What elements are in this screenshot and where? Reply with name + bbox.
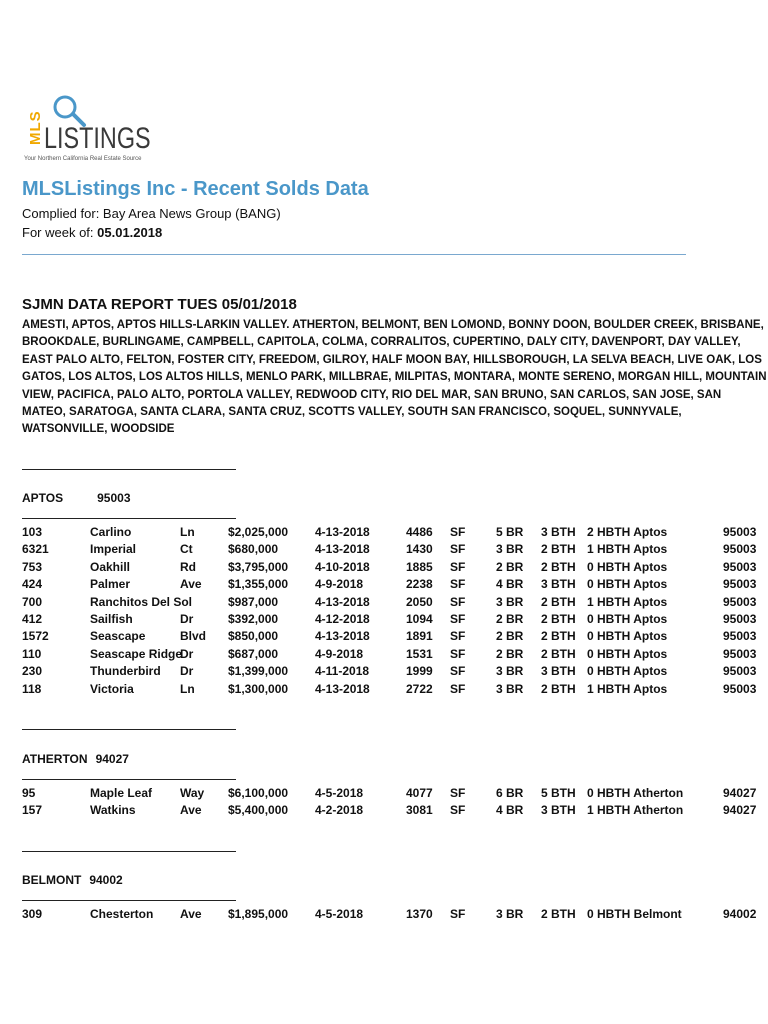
section-heading (22, 752, 129, 766)
bedrooms: 4 BR (496, 577, 524, 592)
property-type: SF (450, 646, 466, 661)
sale-date: 4-5-2018 (315, 786, 364, 800)
street-number: 424 (22, 577, 43, 592)
street-type: Ave (180, 577, 202, 592)
table-row (0, 907, 768, 924)
sale-price: $850,000 (228, 629, 279, 644)
zip-code: 95003 (723, 594, 757, 609)
zip-code: 95003 (723, 629, 757, 644)
bedrooms: 3 BR (496, 542, 524, 557)
square-feet: 2238 (406, 577, 433, 592)
street-number: 309 (22, 907, 43, 921)
bathrooms: 3 BTH (541, 577, 576, 592)
sale-date: 4-11-2018 (315, 664, 370, 679)
bathrooms: 2 BTH (541, 612, 576, 626)
zip-code: 94027 (723, 786, 757, 800)
half-baths-city: 2 HBTH Aptos (587, 525, 668, 539)
half-baths-city: 0 HBTH Aptos (587, 664, 668, 679)
sale-price: $1,300,000 (228, 681, 289, 696)
section-separator (22, 851, 236, 852)
street-number: 700 (22, 594, 43, 609)
street-type: Rd (180, 559, 196, 574)
street-number: 6321 (22, 542, 49, 557)
street-number: 753 (22, 559, 43, 574)
zip-code: 95003 (723, 542, 757, 557)
bedrooms: 3 BR (496, 594, 524, 609)
section-separator (22, 729, 236, 730)
half-baths-city: 0 HBTH Aptos (587, 629, 668, 644)
sale-date: 4-2-2018 (315, 803, 364, 818)
square-feet: 2050 (406, 594, 433, 609)
street-type: Ln (180, 525, 195, 539)
street-name: Watkins (90, 803, 136, 818)
bedrooms: 3 BR (496, 907, 524, 921)
table-row (0, 803, 768, 820)
table-row (0, 682, 768, 699)
half-baths-city: 0 HBTH Aptos (587, 612, 668, 626)
section-city: ATHERTON (22, 752, 88, 766)
sale-price: $3,795,000 (228, 559, 289, 574)
section-city: APTOS (22, 491, 64, 505)
page-title: MLSListings Inc - Recent Solds Data (22, 178, 369, 200)
sale-price: $1,895,000 (228, 907, 289, 921)
square-feet: 1430 (406, 542, 433, 557)
half-baths-city: 1 HBTH Aptos (587, 681, 668, 696)
street-name: Oakhill (90, 559, 131, 574)
zip-code: 95003 (723, 612, 757, 626)
zip-code: 94002 (723, 907, 757, 921)
square-feet: 4486 (406, 525, 433, 539)
bedrooms: 6 BR (496, 786, 524, 800)
sale-date: 4-9-2018 (315, 646, 364, 661)
logo-mls-text: MLS (27, 110, 44, 146)
bathrooms: 2 BTH (541, 681, 576, 696)
property-type: SF (450, 525, 466, 539)
bathrooms: 3 BTH (541, 525, 576, 539)
sale-date: 4-13-2018 (315, 629, 370, 644)
square-feet: 1891 (406, 629, 433, 644)
compiled-for: Complied for: Bay Area News Group (BANG) (22, 206, 281, 221)
table-row (0, 542, 768, 559)
bathrooms: 3 BTH (541, 803, 576, 818)
street-type: Dr (180, 646, 194, 661)
property-type: SF (450, 907, 466, 921)
table-row (0, 525, 768, 542)
bathrooms: 2 BTH (541, 629, 576, 644)
bedrooms: 2 BR (496, 612, 524, 626)
logo-tagline: Your Northern California Real Estate Source (24, 156, 142, 162)
street-number: 103 (22, 525, 43, 539)
sale-date: 4-13-2018 (315, 681, 370, 696)
sale-date: 4-9-2018 (315, 577, 364, 592)
sale-price: $392,000 (228, 612, 279, 626)
sale-date: 4-5-2018 (315, 907, 364, 921)
section-underline (22, 518, 236, 519)
sale-price: $2,025,000 (228, 525, 289, 539)
square-feet: 3081 (406, 803, 433, 818)
street-type: Blvd (180, 629, 207, 644)
half-baths-city: 1 HBTH Aptos (587, 542, 668, 557)
table-row (0, 577, 768, 594)
square-feet: 4077 (406, 786, 433, 800)
bedrooms: 2 BR (496, 559, 524, 574)
street-name: Ranchitos Del Sol (90, 594, 193, 609)
street-name: Seascape Ridge (90, 646, 183, 661)
section-zip: 94002 (89, 873, 123, 887)
bedrooms: 4 BR (496, 803, 524, 818)
week-of (22, 225, 162, 240)
street-number: 412 (22, 612, 43, 626)
section-separator (22, 469, 236, 470)
half-baths-city: 1 HBTH Atherton (587, 803, 684, 818)
property-type: SF (450, 803, 466, 818)
week-label: For week of: (22, 225, 98, 240)
street-name: Chesterton (90, 907, 154, 921)
street-number: 157 (22, 803, 43, 818)
street-number: 230 (22, 664, 43, 679)
property-type: SF (450, 629, 466, 644)
logo-listings-text: LISTINGS (44, 122, 151, 155)
half-baths-city: 0 HBTH Aptos (587, 577, 668, 592)
street-name: Victoria (90, 681, 134, 696)
street-name: Seascape (90, 629, 146, 644)
section-heading (22, 873, 123, 887)
table-row (0, 595, 768, 612)
zip-code: 95003 (723, 559, 757, 574)
table-row (0, 560, 768, 577)
sale-price: $680,000 (228, 542, 279, 557)
half-baths-city: 0 HBTH Belmont (587, 907, 682, 921)
bathrooms: 2 BTH (541, 907, 576, 921)
property-type: SF (450, 577, 466, 592)
street-type: Ave (180, 907, 202, 921)
city-list: AMESTI, APTOS, APTOS HILLS-LARKIN VALLEY. ATHERTON, BELMONT, BEN LOMOND, BONNY DOON, BOULDER CREEK, BRISBANE, BROOKDALE, BURLINGAME, CAMPBELL, CAPITOLA, COLMA, CORRALITOS, CUPERTINO, DALY CITY, DAVENPORT, DAY VALLEY, EAST PALO ALTO, FELTON, FOSTER CITY, FREEDOM, GILROY, HALF MOON BAY, HILLSBOROUGH, LA SELVA BEACH, LIVE OAK, LOS GATOS, LOS ALTOS, LOS ALTOS HILLS, MENLO PARK, MILLBRAE, MILPITAS, MONTARA, MONTE SERENO, MORGAN HILL, MOUNTAIN VIEW, PACIFICA, PALO ALTO, PORTOLA VALLEY, REDWOOD CITY, RIO DEL MAR, SAN BRUNO, SAN CARLOS, SAN JOSE, SAN MATEO, SARATOGA, SANTA CLARA, SANTA CRUZ, SCOTTS VALLEY, SOUTH SAN FRANCISCO, SOQUEL, SUNNYVALE, WATSONVILLE, WOODSIDE (22, 319, 767, 436)
property-type: SF (450, 612, 466, 626)
bathrooms: 2 BTH (541, 559, 576, 574)
zip-code: 94027 (723, 803, 757, 818)
header-divider (22, 254, 686, 255)
property-type: SF (450, 681, 466, 696)
sale-price: $1,355,000 (228, 577, 289, 592)
week-value: 05.01.2018 (97, 225, 163, 240)
square-feet: 2722 (406, 681, 433, 696)
table-row (0, 629, 768, 646)
property-type: SF (450, 594, 466, 609)
property-type: SF (450, 559, 466, 574)
street-name: Thunderbird (90, 664, 161, 679)
street-type: Ave (180, 803, 202, 818)
street-number: 95 (22, 786, 36, 800)
property-type: SF (450, 542, 466, 557)
sale-price: $687,000 (228, 646, 279, 661)
bedrooms: 5 BR (496, 525, 524, 539)
sale-date: 4-10-2018 (315, 559, 370, 574)
square-feet: 1999 (406, 664, 433, 679)
section-underline (22, 900, 236, 901)
zip-code: 95003 (723, 577, 757, 592)
property-type: SF (450, 786, 466, 800)
square-feet: 1370 (406, 907, 433, 921)
zip-code: 95003 (723, 664, 757, 679)
square-feet: 1885 (406, 559, 433, 574)
square-feet: 1531 (406, 646, 433, 661)
square-feet: 1094 (406, 612, 433, 626)
section-heading (22, 491, 131, 505)
table-row (0, 664, 768, 681)
property-type: SF (450, 664, 466, 679)
street-number: 1572 (22, 629, 49, 644)
table-row (0, 647, 768, 664)
bedrooms: 3 BR (496, 664, 524, 679)
street-name: Palmer (90, 577, 131, 592)
table-row (0, 612, 768, 629)
sale-date: 4-13-2018 (315, 594, 370, 609)
half-baths-city: 0 HBTH Aptos (587, 559, 668, 574)
bathrooms: 2 BTH (541, 594, 576, 609)
sale-date: 4-13-2018 (315, 542, 370, 557)
street-name: Imperial (90, 542, 137, 557)
zip-code: 95003 (723, 646, 757, 661)
section-zip: 94027 (95, 752, 129, 766)
section-underline (22, 779, 236, 780)
street-number: 110 (22, 646, 42, 661)
street-type: Ct (180, 542, 193, 557)
street-type: Dr (180, 612, 194, 626)
sale-price: $5,400,000 (228, 803, 289, 818)
half-baths-city: 1 HBTH Aptos (587, 594, 668, 609)
bathrooms: 2 BTH (541, 542, 576, 557)
sale-date: 4-13-2018 (315, 525, 370, 539)
street-name: Carlino (90, 525, 132, 539)
bathrooms: 5 BTH (541, 786, 576, 800)
sale-date: 4-12-2018 (315, 612, 370, 626)
bedrooms: 2 BR (496, 646, 524, 661)
table-row (0, 786, 768, 803)
bathrooms: 3 BTH (541, 664, 576, 679)
sale-price: $6,100,000 (228, 786, 289, 800)
bathrooms: 2 BTH (541, 646, 576, 661)
sale-price: $1,399,000 (228, 664, 289, 679)
report-title: SJMN DATA REPORT TUES 05/01/2018 (22, 296, 297, 313)
zip-code: 95003 (723, 525, 757, 539)
sale-price: $987,000 (228, 594, 279, 609)
half-baths-city: 0 HBTH Aptos (587, 646, 668, 661)
street-type: Way (180, 786, 205, 800)
section-zip: 95003 (97, 491, 131, 505)
bedrooms: 2 BR (496, 629, 524, 644)
bedrooms: 3 BR (496, 681, 524, 696)
street-name: Sailfish (90, 612, 133, 626)
street-type: Dr (180, 664, 194, 679)
section-city: BELMONT (22, 873, 82, 887)
zip-code: 95003 (723, 681, 757, 696)
street-name: Maple Leaf (90, 786, 153, 800)
street-type: Ln (180, 681, 195, 696)
street-number: 118 (22, 681, 42, 696)
half-baths-city: 0 HBTH Atherton (587, 786, 684, 800)
